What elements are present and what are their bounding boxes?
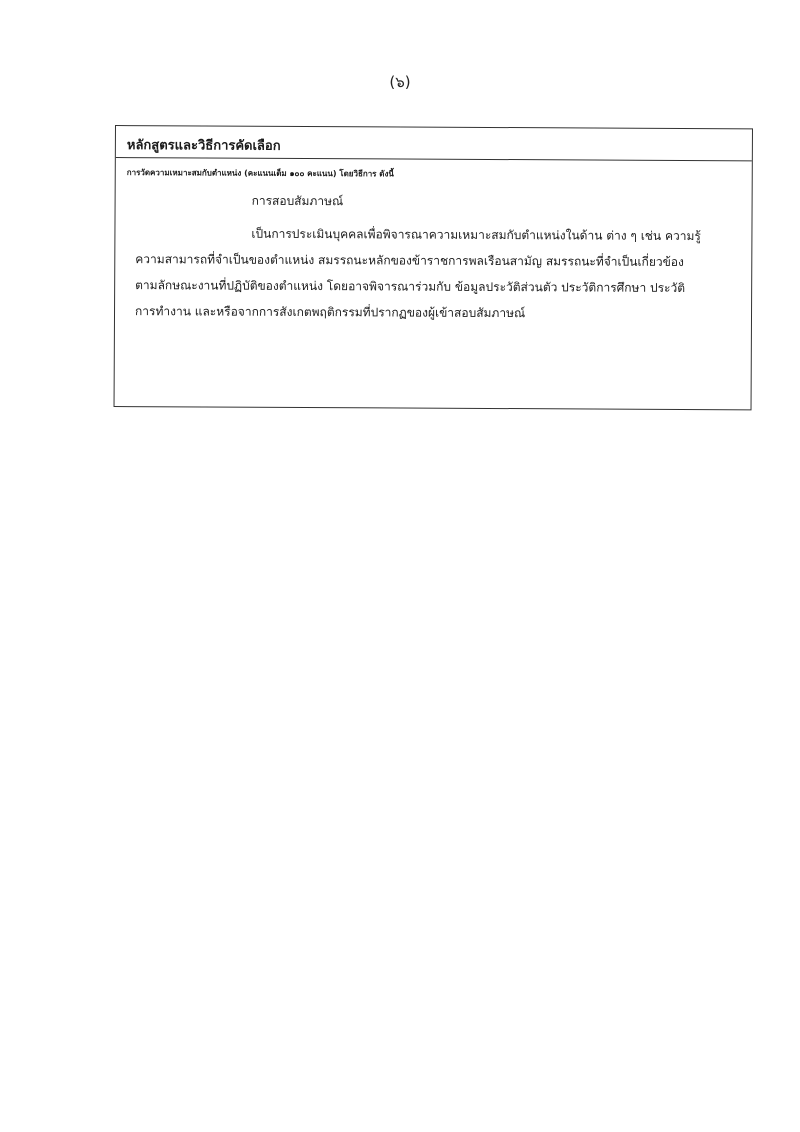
method-title: การสอบสัมภาษณ์	[251, 193, 344, 209]
page-number: (๖)	[389, 73, 411, 91]
description-line: การทำงาน และหรือจากการสังเกตพฤติกรรมที่ปรากฏของผู้เข้าสอบสัมภาษณ์	[134, 304, 526, 321]
method-description	[135, 220, 740, 327]
criteria-heading: การวัดความเหมาะสมกับตำแหน่ง (คะแนนเต็ม ๑๐๐ คะแนน) โดยวิธีการ ดังนี้	[126, 168, 394, 179]
box-header: หลักสูตรและวิธีการคัดเลือก	[116, 126, 752, 161]
description-line: ความสามารถที่จำเป็นของตำแหน่ง สมรรถนะหลักของข้าราชการพลเรือนสามัญ สมรรถนะที่จำเป็นเกี่ยวข้อง	[135, 252, 684, 269]
description-line: ตามลักษณะงานที่ปฏิบัติของตำแหน่ง โดยอาจพิจารณาร่วมกับ ข้อมูลประวัติส่วนตัว ประวัติการศึกษา ประวัติ	[135, 278, 686, 295]
selection-criteria-box	[114, 125, 753, 410]
description-line: เป็นการประเมินบุคคลเพื่อพิจารณาความเหมาะสมกับตำแหน่งในด้าน ต่าง ๆ เช่น ความรู้	[251, 226, 701, 244]
